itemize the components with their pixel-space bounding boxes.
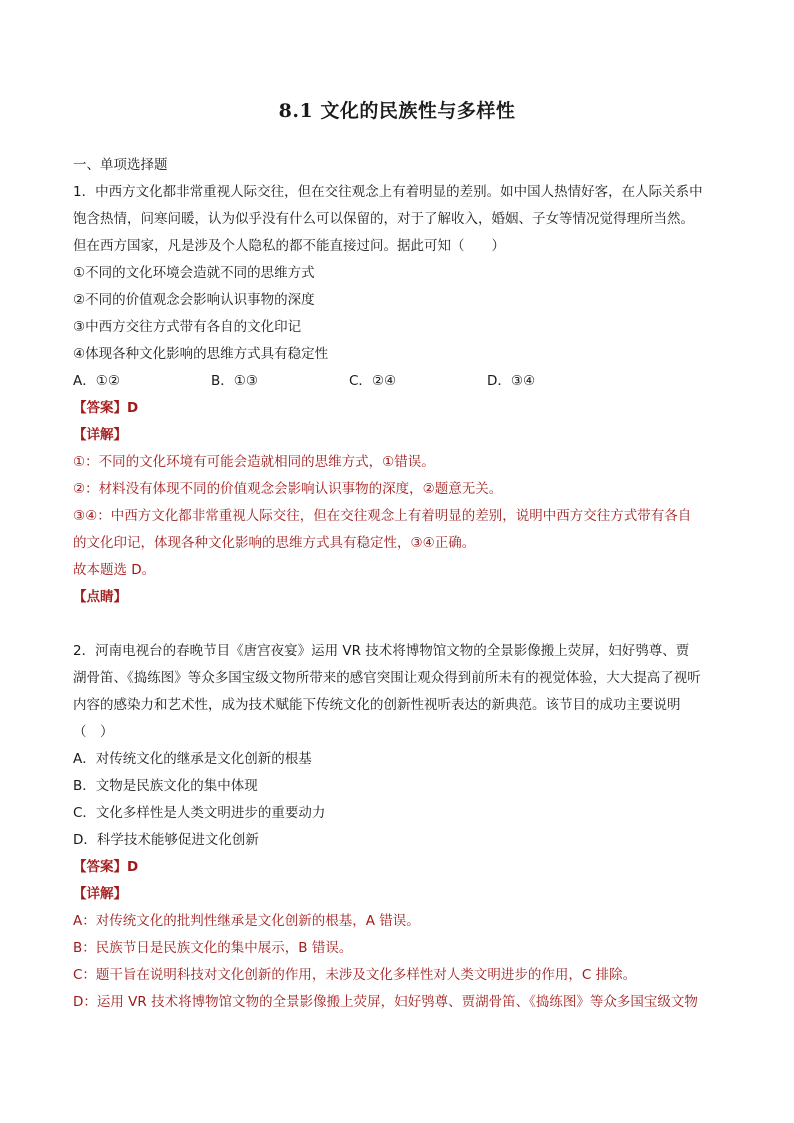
q2-detail-label: 【详解】 xyxy=(73,886,127,902)
q1-statement: ①不同的文化环境会造就不同的思维方式 xyxy=(73,265,315,281)
question-2 xyxy=(73,638,733,1016)
q1-option-d: D．③④ xyxy=(487,373,536,389)
q2-stem-line: （ ） xyxy=(73,724,114,740)
q2-answer: 【答案】D xyxy=(73,859,139,875)
q2-stem-line: 2．河南电视台的春晚节目《唐宫夜宴》运用 VR 技术将博物馆文物的全景影像搬上荧屏，妇好鸮尊、贾 xyxy=(73,643,690,659)
q1-stem-line: 1．中西方文化都非常重视人际交往，但在交往观念上有着明显的差别。如中国人热情好客，在人际关系中 xyxy=(73,184,703,200)
q1-option-c: C．②④ xyxy=(349,373,397,389)
q1-answer: 【答案】D xyxy=(73,400,139,416)
document-body xyxy=(73,152,733,1016)
section-heading: 一、单项选择题 xyxy=(73,157,168,173)
q1-stem-line: 饱含热情，问寒问暖，认为似乎没有什么可以保留的，对于了解收入，婚姻、子女等情况觉得理所当然。 xyxy=(73,211,694,227)
q1-explanation-line: ③④：中西方文化都非常重视人际交往，但在交往观念上有着明显的差别，说明中西方交往方式带有各自 xyxy=(73,508,692,524)
q2-stem-line: 内容的感染力和艺术性，成为技术赋能下传统文化的创新性视听表达的新典范。该节目的成功主要说明 xyxy=(73,697,681,713)
q1-statement: ②不同的价值观念会影响认识事物的深度 xyxy=(73,292,315,308)
q2-option-d: D．科学技术能够促进文化创新 xyxy=(73,832,259,848)
q1-option-b: B．①③ xyxy=(211,373,258,389)
q1-point-label: 【点睛】 xyxy=(73,589,127,605)
q2-explanation-line: C：题干旨在说明科技对文化创新的作用，未涉及文化多样性对人类文明进步的作用，C 排除。 xyxy=(73,967,637,983)
q2-option-a: A．对传统文化的继承是文化创新的根基 xyxy=(73,751,312,767)
q2-option-c: C．文化多样性是人类文明进步的重要动力 xyxy=(73,805,326,821)
q1-explanation-line: 的文化印记，体现各种文化影响的思维方式具有稳定性，③④正确。 xyxy=(73,535,476,551)
q1-explanation-line: ②：材料没有体现不同的价值观念会影响认识事物的深度，②题意无关。 xyxy=(73,481,503,497)
q2-explanation-line: D：运用 VR 技术将博物馆文物的全景影像搬上荧屏，妇好鸮尊、贾湖骨笛、《捣练图》等众多国宝级文物 xyxy=(73,994,698,1010)
q1-statement: ③中西方交往方式带有各自的文化印记 xyxy=(73,319,302,335)
q1-stem-line: 但在西方国家，凡是涉及个人隐私的都不能直接过问。据此可知（ ） xyxy=(73,238,505,254)
q1-options xyxy=(73,368,733,395)
q1-detail-label: 【详解】 xyxy=(73,427,127,443)
q1-explanation-line: ①：不同的文化环境有可能会造就相同的思维方式，①错误。 xyxy=(73,454,435,470)
q1-option-a: A．①② xyxy=(73,373,120,389)
q2-explanation-line: A：对传统文化的批判性继承是文化创新的根基，A 错误。 xyxy=(73,913,420,929)
q2-option-b: B．文物是民族文化的集中体现 xyxy=(73,778,258,794)
q2-stem-line: 湖骨笛、《捣练图》等众多国宝级文物所带来的感官突围让观众得到前所未有的视觉体验，大大提高了视听 xyxy=(73,670,701,686)
q2-explanation-line: B：民族节日是民族文化的集中展示，B 错误。 xyxy=(73,940,353,956)
page-title: 8.1 文化的民族性与多样性 xyxy=(278,100,516,122)
q1-conclusion: 故本题选 D。 xyxy=(73,562,156,578)
spacer xyxy=(73,611,733,638)
question-1 xyxy=(73,179,733,611)
q1-statement: ④体现各种文化影响的思维方式具有稳定性 xyxy=(73,346,329,362)
